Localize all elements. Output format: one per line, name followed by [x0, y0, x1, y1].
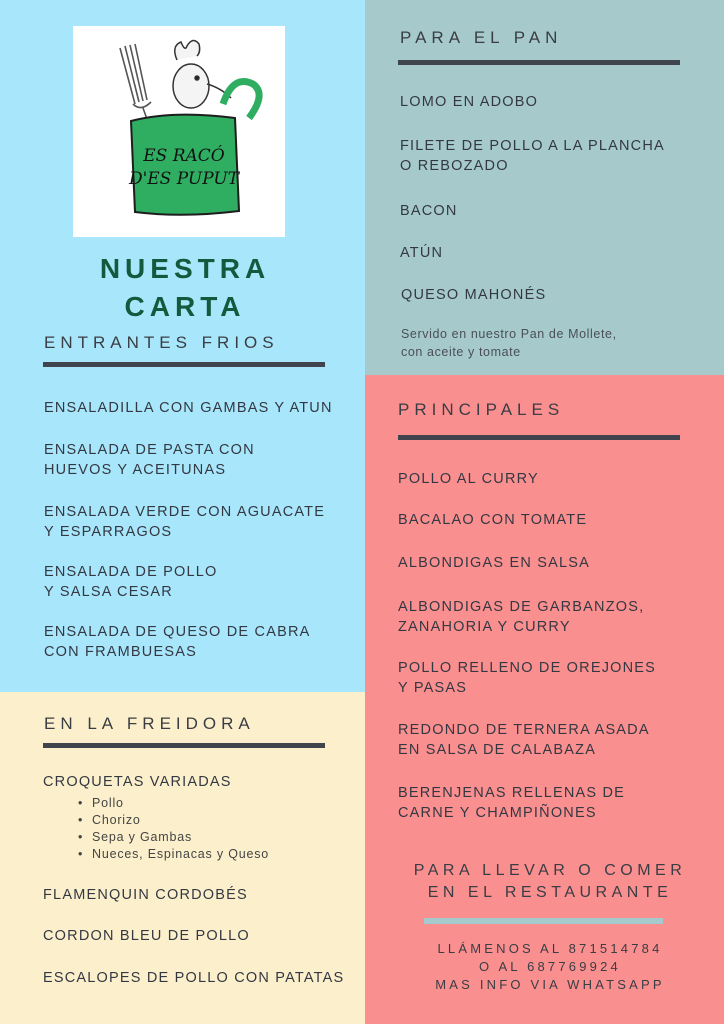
- menu-item: CORDON BLEU DE POLLO: [43, 928, 250, 944]
- divider-principales: [398, 435, 680, 440]
- menu-item: ESCALOPES DE POLLO CON PATATAS: [43, 970, 345, 986]
- heading-para-el-pan: PARA EL PAN: [400, 28, 563, 47]
- menu-item: FILETE DE POLLO A LA PLANCHA O REBOZADO: [400, 138, 665, 174]
- menu-item: ENSALADA VERDE CON AGUACATE Y ESPARRAGOS: [44, 504, 326, 540]
- menu-item: BERENJENAS RELLENAS DE CARNE Y CHAMPIÑONES: [398, 785, 626, 821]
- menu-item: BACON: [400, 203, 458, 219]
- menu-item: ENSALADA DE QUESO DE CABRA CON FRAMBUESAS: [44, 624, 311, 660]
- divider-freidora: [43, 743, 325, 748]
- menu-item: QUESO MAHONÉS: [401, 287, 547, 303]
- logo-illustration: [73, 26, 285, 237]
- heading-freidora: EN LA FREIDORA: [44, 714, 255, 733]
- list-item: • Pollo: [78, 795, 269, 812]
- contact-info: LLÁMENOS AL 871514784 O AL 687769924 MAS INFO VIA WHATSAPP: [435, 941, 665, 992]
- menu-item: FLAMENQUIN CORDOBÉS: [43, 887, 248, 903]
- menu-item: ALBONDIGAS DE GARBANZOS, ZANAHORIA Y CURRY: [398, 599, 645, 635]
- logo: [73, 26, 285, 237]
- list-item: • Nueces, Espinacas y Queso: [78, 846, 269, 863]
- menu-item: POLLO AL CURRY: [398, 471, 539, 487]
- takeaway-note: PARA LLEVAR O COMER EN EL RESTAURANTE: [413, 862, 687, 901]
- menu-item: ATÚN: [400, 245, 444, 261]
- menu-item: LOMO EN ADOBO: [400, 94, 539, 110]
- title-line1: NUESTRA: [99, 253, 271, 284]
- menu-item-croquetas: CROQUETAS VARIADAS: [43, 774, 232, 790]
- heading-principales: PRINCIPALES: [398, 400, 565, 419]
- logo-text-line2: D'ES PUPUT: [128, 169, 240, 189]
- page-title: [40, 250, 330, 326]
- divider-contact: [424, 918, 663, 924]
- list-item: • Sepa y Gambas: [78, 829, 269, 846]
- menu-item: ENSALADA DE POLLO Y SALSA CESAR: [44, 564, 218, 600]
- menu-item: POLLO RELLENO DE OREJONES Y PASAS: [398, 660, 657, 696]
- heading-entrantes: ENTRANTES FRIOS: [44, 333, 279, 352]
- menu-item: BACALAO CON TOMATE: [398, 512, 588, 528]
- logo-text-line1: ES RACÓ: [143, 146, 225, 166]
- croquetas-types-list: [78, 795, 269, 863]
- menu-item: ENSALADILLA CON GAMBAS Y ATUN: [44, 400, 333, 416]
- divider-para-el-pan: [398, 60, 680, 65]
- menu-item: REDONDO DE TERNERA ASADA EN SALSA DE CALABAZA: [398, 722, 650, 758]
- title-line2: CARTA: [124, 291, 246, 322]
- divider-entrantes: [43, 362, 325, 367]
- menu-item: ENSALADA DE PASTA CON HUEVOS Y ACEITUNAS: [44, 442, 255, 478]
- menu-item: ALBONDIGAS EN SALSA: [398, 555, 591, 571]
- list-item: • Chorizo: [78, 812, 269, 829]
- panel-para-el-pan: [365, 0, 724, 375]
- bread-note: Servido en nuestro Pan de Mollete, con aceite y tomate: [401, 327, 617, 359]
